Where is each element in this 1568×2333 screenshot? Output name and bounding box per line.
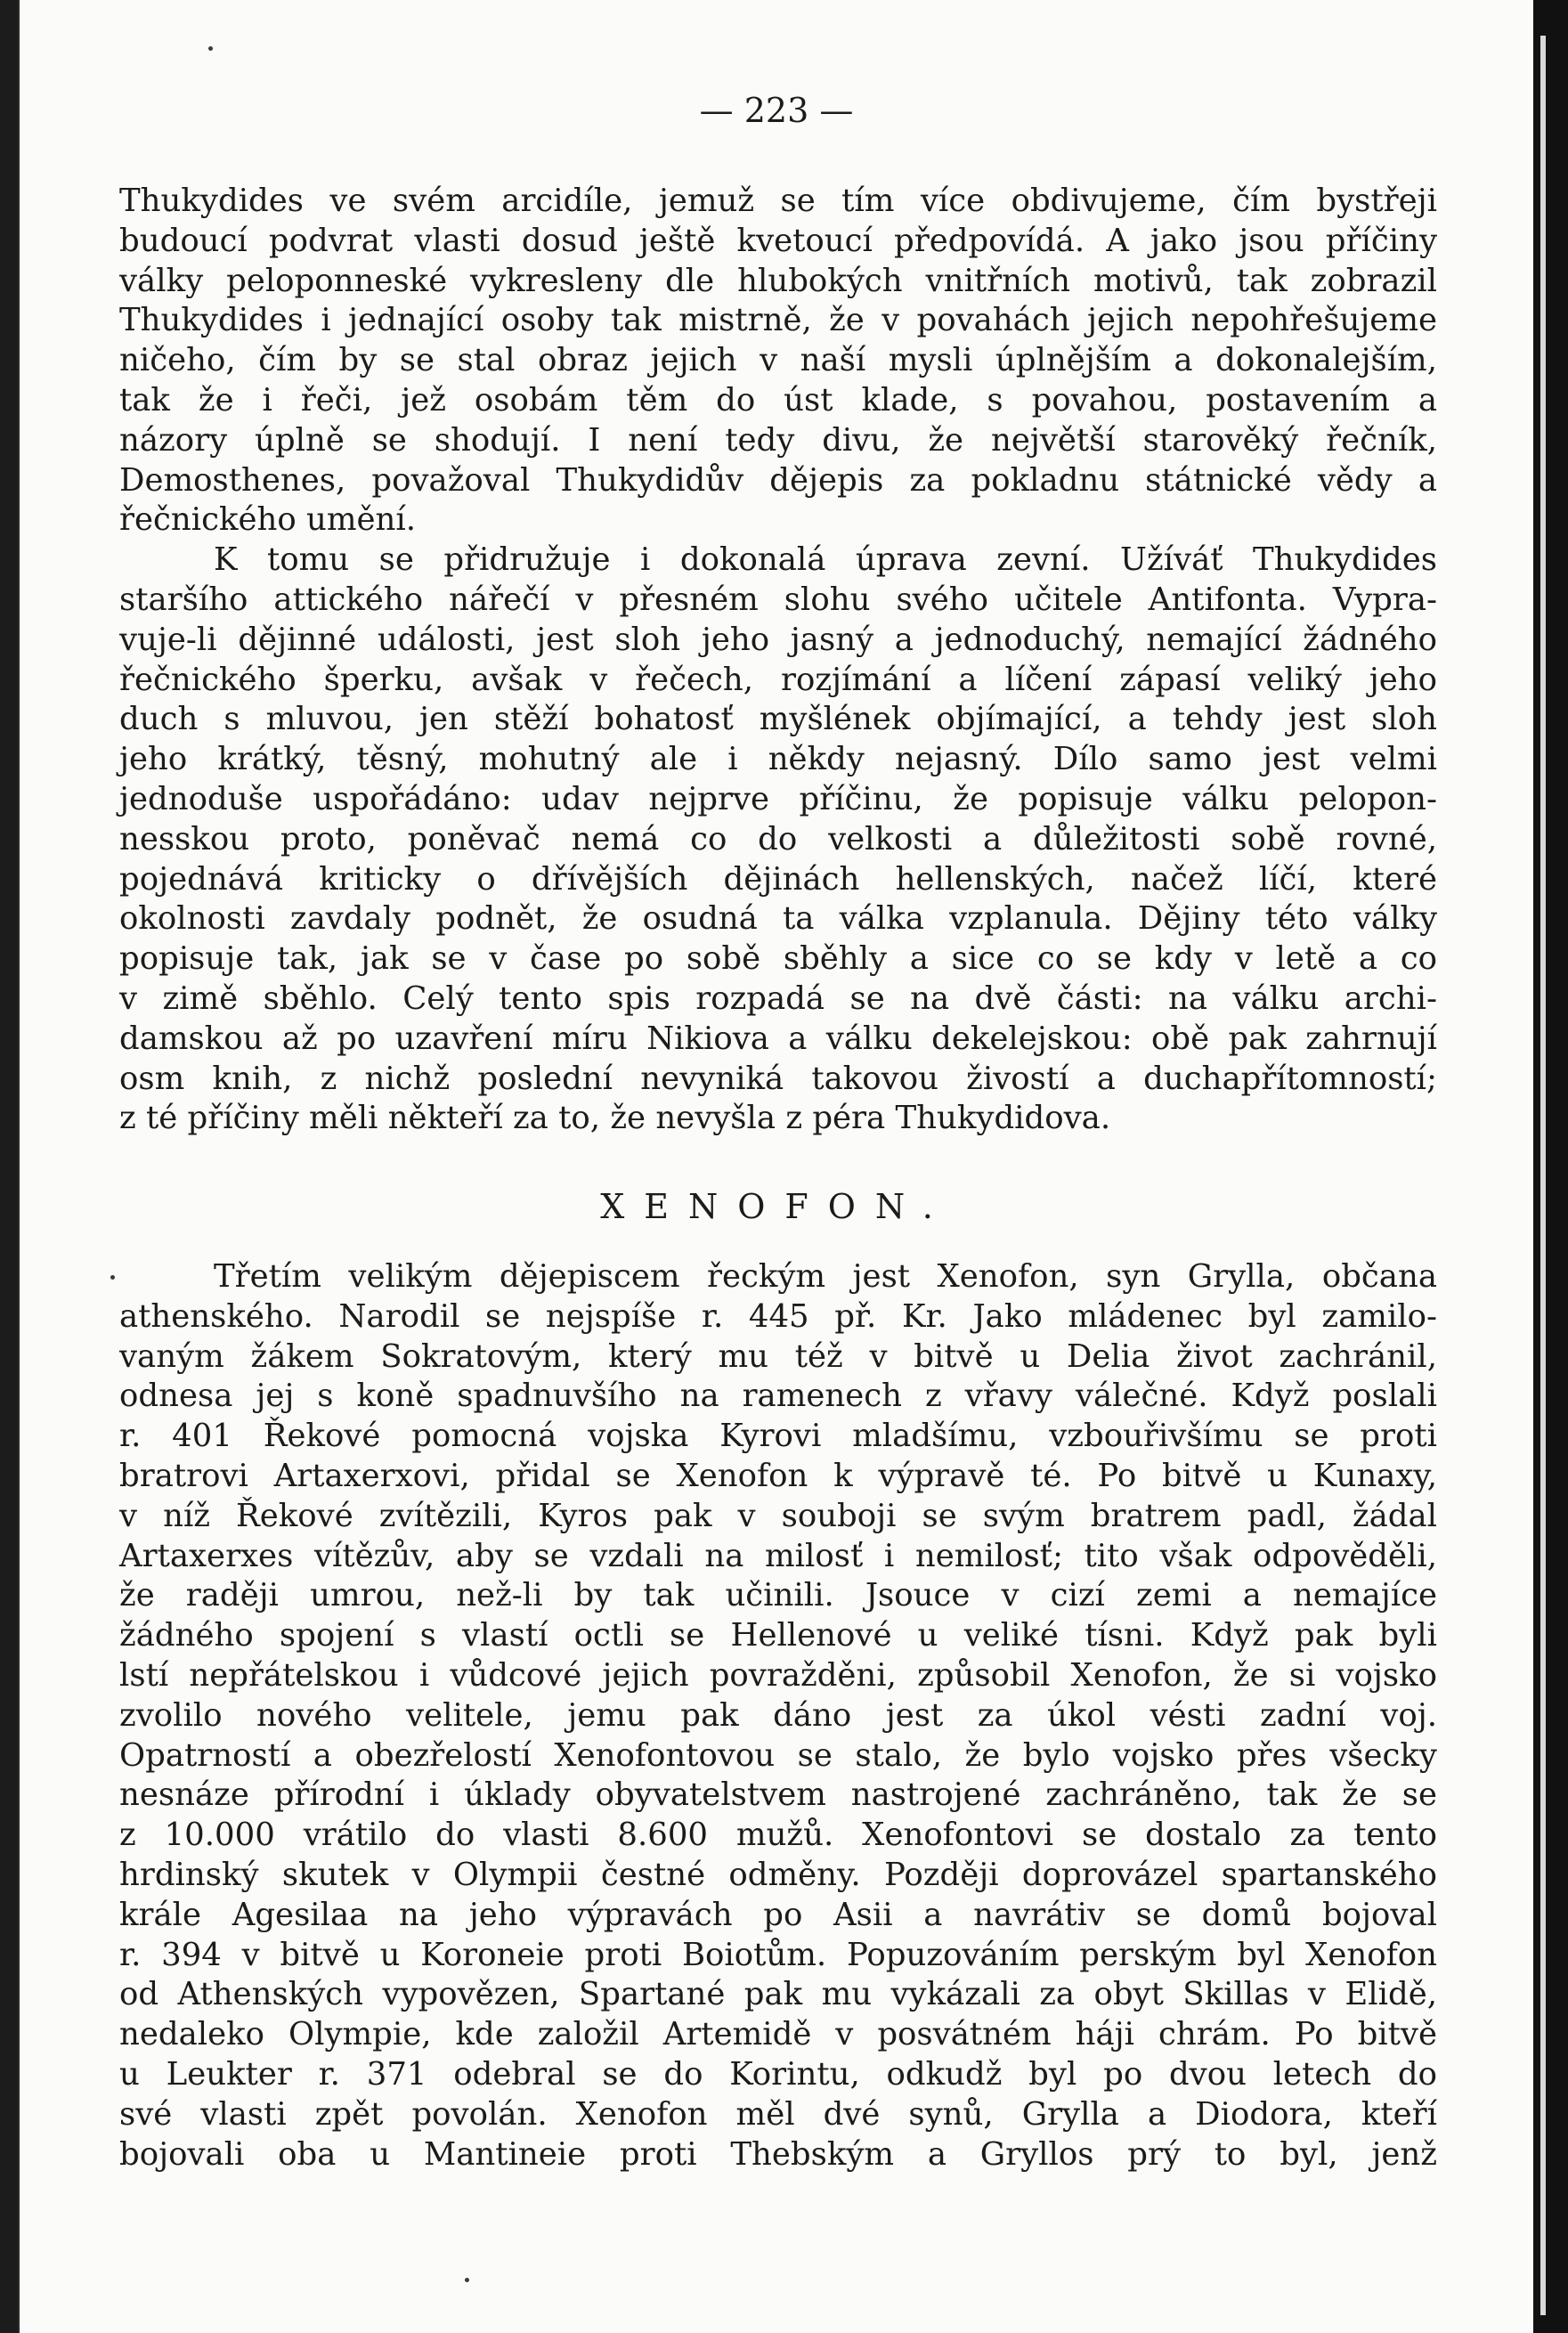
text-line: athenského. Narodil se nejspíše r. 445 př. Kr. Jako mládenec byl zamilo- xyxy=(119,1297,1437,1335)
text-line: bojovali oba u Mantineie proti Thebským a Gryllos prý to byl, jenž xyxy=(119,2135,1437,2173)
text-line: v zimě sběhlo. Celý tento spis rozpadá se na dvě části: na válku archi- xyxy=(119,980,1437,1017)
book-page xyxy=(20,0,1533,2333)
text-line: vuje-li dějinné události, jest sloh jeho jasný a jednoduchý, nemající žádného xyxy=(119,621,1437,658)
right-page-edge xyxy=(1533,0,1568,2333)
paper-speck xyxy=(208,46,213,51)
text-line: řečnického umění. xyxy=(119,501,417,539)
text-line: popisuje tak, jak se v čase po sobě sběhly a sice co se kdy v letě a co xyxy=(119,940,1437,978)
text-line: jednoduše uspořádáno: udav nejprve příčinu, že popisuje válku pelopon- xyxy=(119,780,1437,817)
text-line: nedaleko Olympie, kde založil Artemidě v posvátném háji chrám. Po bitvě xyxy=(119,2016,1437,2053)
paragraph-thukydides-work xyxy=(119,182,1437,541)
text-line: Třetím velikým dějepiscem řeckým jest Xenofon, syn Grylla, občana xyxy=(214,1258,1437,1295)
thukydides-section xyxy=(119,182,1437,1139)
xenofon-section xyxy=(119,1257,1437,2174)
text-line: řečnického šperku, avšak v řečech, rozjímání a líčení zápasí veliký jeho xyxy=(119,661,1437,698)
text-line: jeho krátký, těsný, mohutný ale i někdy nejasný. Dílo samo jest velmi xyxy=(119,741,1437,778)
text-line: ničeho, čím by se stal obraz jejich v naší mysli úplnějším a dokonalejším, xyxy=(119,342,1437,379)
text-line: své vlasti zpět povolán. Xenofon měl dvé synů, Grylla a Diodora, kteří xyxy=(119,2095,1437,2133)
text-line: nesnáze přírodní i úklady obyvatelstvem nastrojené zachráněno, tak že se xyxy=(119,1776,1437,1814)
text-line: války peloponneské vykresleny dle hlubokých vnitřních motivů, tak zobrazil xyxy=(119,262,1437,299)
text-line: že raději umrou, než-li by tak učinili. Jsouce v cizí zemi a nemajíce xyxy=(119,1577,1437,1614)
text-line: u Leukter r. 371 odebral se do Korintu, odkudž byl po dvou letech do xyxy=(119,2055,1437,2093)
text-line: Demosthenes, považoval Thukydidův dějepis za pokladnu státnické vědy a xyxy=(119,461,1437,499)
text-line: hrdinský skutek v Olympii čestné odměny. Později doprovázel spartanského xyxy=(119,1856,1437,1893)
left-page-edge xyxy=(0,0,18,2333)
text-line: Opatrností a obezřelostí Xenofontovou se stalo, že bylo vojsko přes všecky xyxy=(119,1736,1437,1774)
text-line: žádného spojení s vlastí octli se Hellenové u veliké tísni. Když pak byli xyxy=(119,1617,1437,1654)
section-heading-xenofon: XENOFON. xyxy=(600,1187,953,1226)
text-line: v níž Řekové zvítězili, Kyros pak v souboji se svým bratrem padl, žádal xyxy=(119,1497,1437,1534)
text-line: Thukydides ve svém arcidíle, jemuž se tím více obdivujeme, čím bystřeji xyxy=(119,183,1437,219)
text-line: lstí nepřátelskou i vůdcové jejich povražděni, způsobil Xenofon, že si vojsko xyxy=(119,1656,1437,1694)
text-line: nesskou proto, poněvač nemá co do velkosti a důležitosti sobě rovné, xyxy=(119,820,1437,858)
text-line: krále Agesilaa na jeho výpravách po Asii a navrátiv se domů bojoval xyxy=(119,1896,1437,1933)
text-line: z 10.000 vrátilo do vlasti 8.600 mužů. Xenofontovi se dostalo za tento xyxy=(119,1817,1437,1854)
text-line: r. 401 Řekové pomocná vojska Kyrovi mladšímu, vzbouřivšímu se proti xyxy=(119,1418,1437,1455)
text-line: tak že i řeči, jež osobám těm do úst klade, s povahou, postavením a xyxy=(119,381,1437,419)
text-line: Artaxerxes vítězův, aby se vzdali na milosť i nemilosť; tito však odpověděli, xyxy=(119,1537,1437,1574)
text-line: zvolilo nového velitele, jemu pak dáno jest za úkol vésti zadní voj. xyxy=(119,1696,1437,1734)
paragraph-xenofon-life xyxy=(119,1257,1437,2174)
paper-speck xyxy=(110,1275,115,1280)
paper-speck xyxy=(465,2278,469,2282)
page-number: — 223 — xyxy=(699,91,854,130)
text-line: staršího attického nářečí v přesném slohu svého učitele Antifonta. Vypra- xyxy=(119,581,1437,618)
text-line: Thukydides i jednající osoby tak mistrně, že v povahách jejich nepohřešujeme xyxy=(119,302,1437,339)
text-line: bratrovi Artaxerxovi, přidal se Xenofon k výpravě té. Po bitvě u Kunaxy, xyxy=(119,1457,1437,1494)
text-line: K tomu se přidružuje i dokonalá úprava zevní. Užíváť Thukydides xyxy=(214,541,1437,579)
text-line: r. 394 v bitvě u Koroneie proti Boiotům. Popuzováním perským byl Xenofon xyxy=(119,1936,1437,1973)
text-line: budoucí podvrat vlasti dosud ještě kvetoucí předpovídá. A jako jsou příčiny xyxy=(119,222,1437,259)
text-line: pojednává kriticky o dřívějších dějinách hellenských, načež líčí, které xyxy=(119,860,1437,898)
page-edge-strip xyxy=(1540,36,1546,2315)
paragraph-thukydides-style xyxy=(119,541,1437,1139)
text-line: damskou až po uzavření míru Nikiova a válku dekelejskou: obě pak zahrnují xyxy=(119,1020,1437,1057)
text-line: okolnosti zavdaly podnět, že osudná ta válka vzplanula. Dějiny této války xyxy=(119,900,1437,938)
text-line: od Athenských vypovězen, Spartané pak mu vykázali za obyt Skillas v Elidě, xyxy=(119,1976,1437,2013)
text-line: názory úplně se shodují. I není tedy divu, že největší starověký řečník, xyxy=(119,421,1437,459)
text-line: vaným žákem Sokratovým, který mu též v bitvě u Delia život zachránil, xyxy=(119,1337,1437,1375)
text-line: duch s mluvou, jen stěží bohatosť myšlének objímající, a tehdy jest sloh xyxy=(119,701,1437,738)
text-line: osm knih, z nichž poslední nevyniká takovou živostí a duchapřítomností; xyxy=(119,1060,1437,1097)
text-line: odnesa jej s koně spadnuvšího na ramenech z vřavy válečné. Když poslali xyxy=(119,1378,1437,1415)
text-line: z té příčiny měli někteří za to, že nevyšla z péra Thukydidova. xyxy=(119,1100,1111,1137)
